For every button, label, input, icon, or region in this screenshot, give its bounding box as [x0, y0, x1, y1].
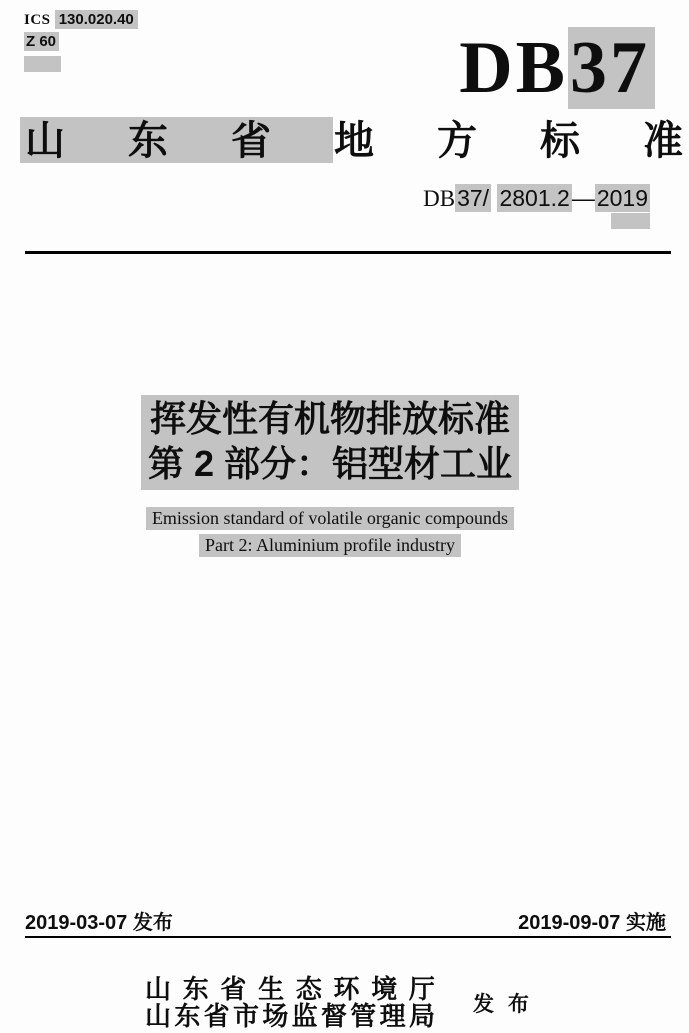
db-logo-prefix: DB [459, 27, 568, 109]
redaction-block [24, 56, 61, 72]
category-char: 地 [334, 119, 374, 163]
implementation-date: 2019-09-07 实施 [518, 912, 666, 934]
category-char: 方 [437, 119, 477, 163]
ics-label: ICS [24, 12, 51, 28]
standard-number-region: 37/ [457, 185, 490, 211]
category-char: 省 [231, 119, 271, 163]
ics-block [24, 9, 138, 72]
standard-number-year: 2019 [596, 185, 648, 211]
standard-title-en [0, 507, 660, 556]
category-char: 标 [540, 119, 580, 163]
standard-title-cn-line1: 挥发性有机物排放标准 [149, 398, 510, 439]
publisher-block [145, 976, 529, 1030]
footer-rule [25, 936, 671, 938]
db-logo [459, 27, 655, 109]
title-area [0, 395, 660, 561]
standard-title-en-line2: Part 2: Aluminium profile industry [0, 534, 660, 556]
publisher-line1: 山 东 省 生 态 环 境 厅 [145, 974, 435, 1004]
dates-row [25, 911, 666, 935]
header-rule [25, 251, 671, 254]
standard-number-code: 2801.2 [499, 185, 570, 211]
standard-number [423, 186, 650, 211]
publisher-names [145, 976, 435, 1030]
standard-title-cn [141, 395, 519, 490]
ics-line [24, 9, 138, 31]
standard-title-en-line1: Emission standard of volatile organic compounds [0, 507, 660, 529]
publisher-line2: 山 东 省 市 场 监 督 管 理 局 [145, 1001, 435, 1031]
category-char: 准 [643, 119, 683, 163]
publish-label: 发 布 [473, 993, 529, 1016]
ics-code: 130.020.40 [55, 10, 138, 29]
issue-date: 2019-03-07 发布 [25, 912, 173, 934]
category-char: 东 [128, 119, 168, 163]
redaction-block [611, 213, 650, 229]
standard-number-prefix: DB [423, 186, 456, 211]
standard-title-cn-line2: 第 2 部分：铝型材工业 [147, 443, 513, 484]
db-logo-region-code: 37 [568, 27, 655, 109]
category-char: 山 [25, 119, 65, 163]
doc-class-line [24, 31, 138, 52]
standard-category-title [25, 119, 683, 163]
standard-number-dash: — [571, 185, 595, 211]
doc-class-code: Z 60 [24, 32, 59, 51]
